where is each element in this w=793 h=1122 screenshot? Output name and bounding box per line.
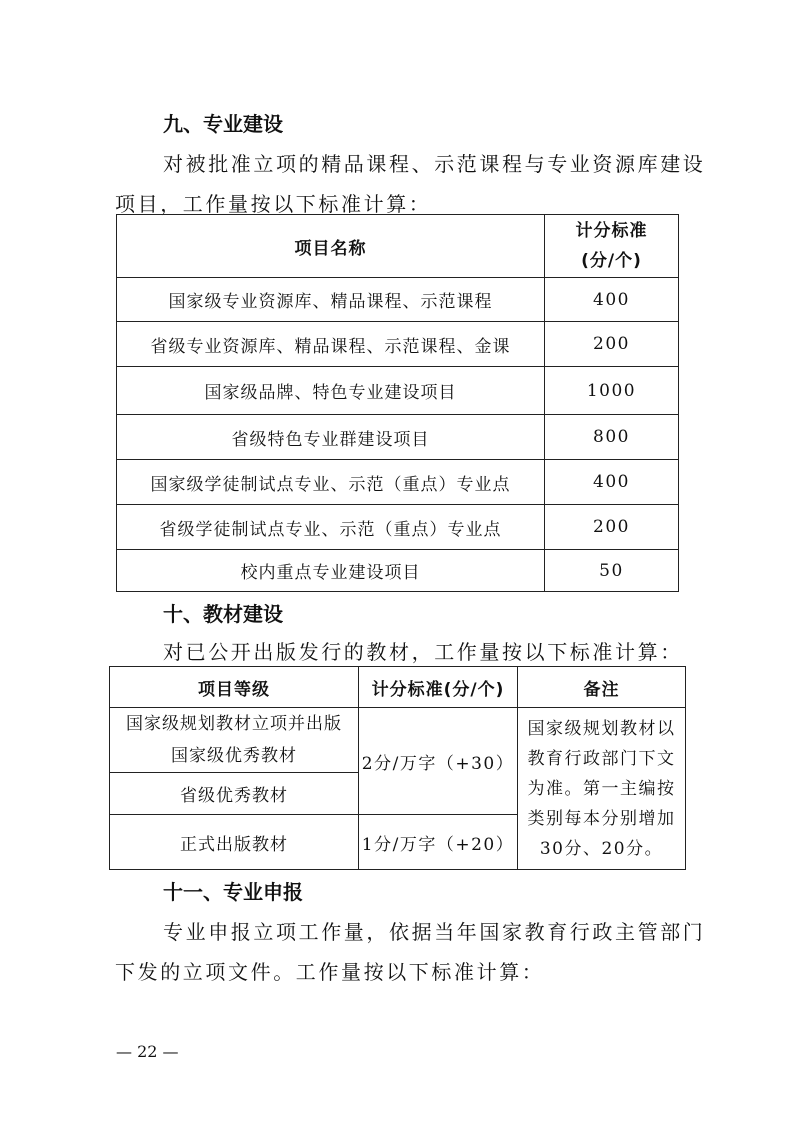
- note-line: 类别每本分别增加: [527, 808, 676, 829]
- section-heading-10: 十、教材建设: [163, 602, 283, 626]
- section-heading-11: 十一、专业申报: [163, 880, 303, 904]
- row-score: 1000: [545, 367, 679, 415]
- table-row: [117, 278, 679, 322]
- header-text: 项目名称: [294, 238, 367, 259]
- note-line: 为准。第一主编按: [527, 778, 676, 799]
- major-construction-table: [116, 214, 679, 592]
- grade-line: 国家级规划教材立项并出版: [126, 714, 342, 734]
- row-name: 国家级专业资源库、精品课程、示范课程: [117, 278, 545, 322]
- score-cell: 2分/万字（+30）: [359, 708, 518, 815]
- row-name: 国家级品牌、特色专业建设项目: [117, 367, 545, 415]
- table-header-grade: 项目等级: [110, 667, 359, 708]
- row-score: 800: [545, 415, 679, 460]
- row-name: 国家级学徒制试点专业、示范（重点）专业点: [117, 460, 545, 505]
- note-line: 30分、20分。: [539, 838, 664, 859]
- table-row: [110, 708, 686, 773]
- grade-line: 国家级优秀教材: [171, 746, 297, 766]
- note-line: 教育行政部门下文: [527, 748, 676, 769]
- row-score: 50: [545, 550, 679, 592]
- score-cell: 1分/万字（+20）: [359, 815, 518, 870]
- table-row: [117, 415, 679, 460]
- page-number: — 22 —: [116, 1042, 179, 1061]
- row-grade: [110, 708, 359, 773]
- row-score: 200: [545, 505, 679, 550]
- table-row: [117, 505, 679, 550]
- paragraph-line: 项目，工作量按以下标准计算：: [115, 192, 432, 216]
- table-row: [117, 550, 679, 592]
- header-text: 计分标准: [575, 221, 648, 241]
- section-heading-9: 九、专业建设: [163, 112, 283, 136]
- paragraph-line: 对被批准立项的精品课程、示范课程与专业资源库建设: [163, 152, 706, 176]
- row-grade: 正式出版教材: [110, 815, 359, 870]
- row-name: 省级学徒制试点专业、示范（重点）专业点: [117, 505, 545, 550]
- row-name: 省级专业资源库、精品课程、示范课程、金课: [117, 322, 545, 367]
- table-row: [117, 460, 679, 505]
- row-name: 校内重点专业建设项目: [117, 550, 545, 592]
- note-cell: [518, 708, 686, 870]
- row-name: 省级特色专业群建设项目: [117, 415, 545, 460]
- row-score: 200: [545, 322, 679, 367]
- table-header-name: [117, 215, 545, 278]
- row-score: 400: [545, 460, 679, 505]
- note-line: 国家级规划教材以: [527, 718, 676, 739]
- paragraph-line: 下发的立项文件。工作量按以下标准计算：: [115, 960, 545, 984]
- paragraph-line: 专业申报立项工作量，依据当年国家教育行政主管部门: [163, 920, 706, 944]
- row-score: 400: [545, 278, 679, 322]
- table-header-score: 计分标准(分/个): [359, 667, 518, 708]
- table-header-note: 备注: [518, 667, 686, 708]
- row-grade: 省级优秀教材: [110, 773, 359, 815]
- paragraph-line: 对已公开出版发行的教材，工作量按以下标准计算：: [163, 640, 683, 664]
- textbook-table: [109, 666, 686, 870]
- header-text: (分/个): [581, 251, 642, 271]
- table-row: [117, 367, 679, 415]
- table-row: [117, 322, 679, 367]
- table-header-score: [545, 215, 679, 278]
